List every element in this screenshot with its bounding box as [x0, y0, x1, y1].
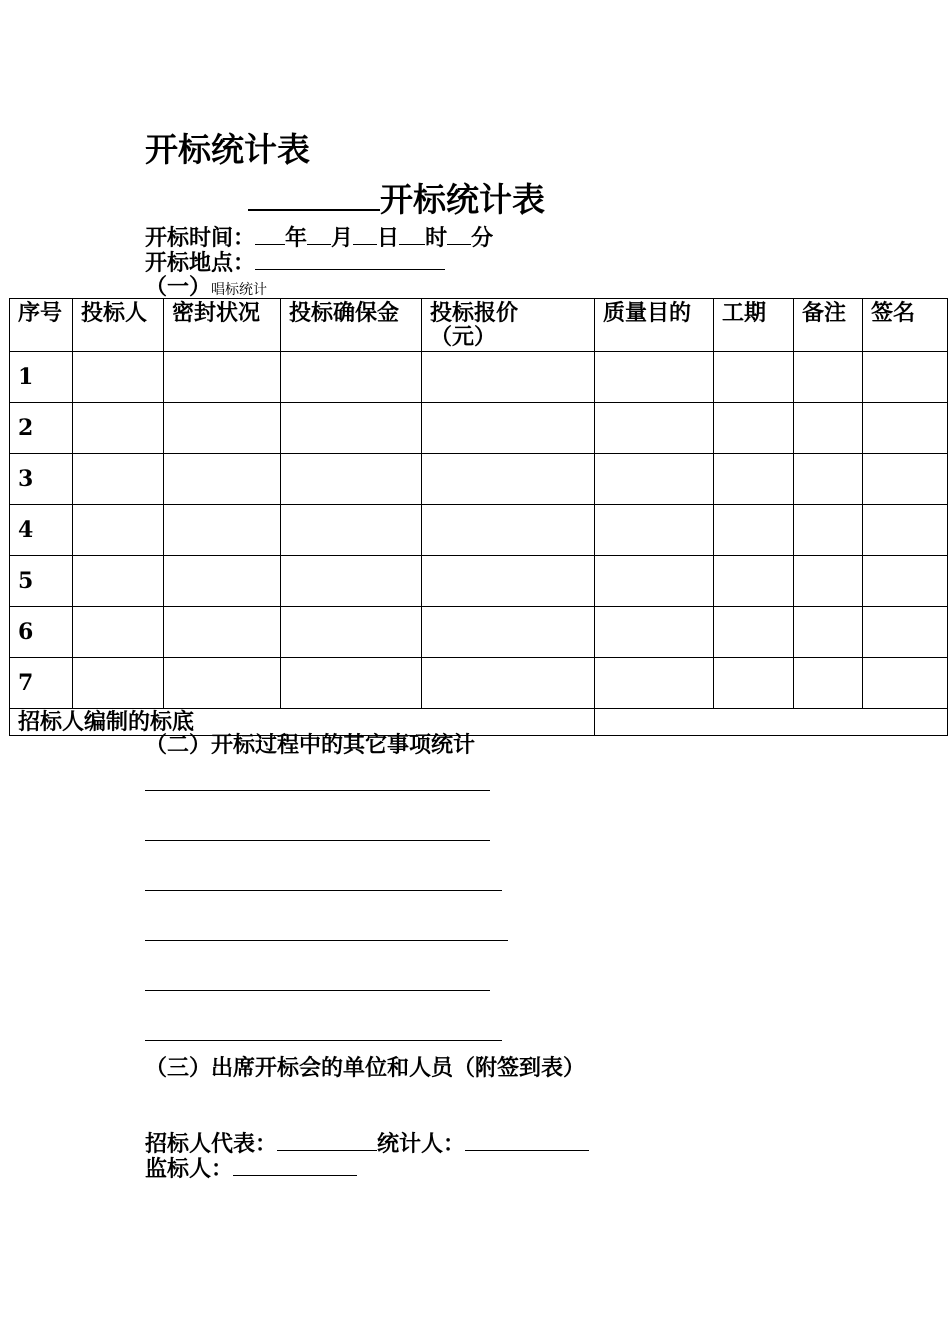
open-time-label: 开标时间： — [145, 225, 256, 251]
table-cell[interactable] — [714, 658, 794, 709]
table-cell[interactable] — [281, 556, 422, 607]
table-cell[interactable] — [714, 607, 794, 658]
form-title — [248, 178, 545, 222]
table-cell[interactable] — [595, 403, 714, 454]
table-cell[interactable] — [863, 607, 948, 658]
table-cell[interactable] — [595, 658, 714, 709]
table-cell[interactable] — [164, 403, 281, 454]
row-number: 7 — [10, 658, 73, 709]
section1-number: （一） — [145, 274, 212, 300]
row-number: 2 — [10, 403, 73, 454]
table-cell[interactable] — [714, 454, 794, 505]
table-cell[interactable] — [281, 403, 422, 454]
table-cell[interactable] — [422, 556, 595, 607]
header-cell: 投标确保金 — [281, 299, 422, 352]
table-cell[interactable] — [863, 658, 948, 709]
table-cell[interactable] — [863, 556, 948, 607]
table-cell[interactable] — [794, 658, 863, 709]
section2-title: （二）开标过程中的其它事项统计 — [145, 732, 476, 758]
table-row — [10, 352, 948, 403]
table-cell[interactable] — [164, 607, 281, 658]
table-cell[interactable] — [863, 505, 948, 556]
row-number: 5 — [10, 556, 73, 607]
table-cell[interactable] — [164, 658, 281, 709]
day-blank[interactable] — [353, 224, 377, 245]
notes-line[interactable] — [145, 790, 490, 791]
title-blank-field[interactable] — [248, 179, 380, 211]
table-cell[interactable] — [73, 556, 164, 607]
table-cell[interactable] — [73, 607, 164, 658]
table-cell[interactable] — [73, 352, 164, 403]
table-cell[interactable] — [794, 403, 863, 454]
hour-blank[interactable] — [399, 224, 425, 245]
notes-line[interactable] — [145, 890, 502, 891]
table-cell[interactable] — [281, 454, 422, 505]
table-cell[interactable] — [422, 352, 595, 403]
table-cell[interactable] — [164, 556, 281, 607]
table-cell[interactable] — [863, 352, 948, 403]
row-number: 6 — [10, 607, 73, 658]
table-cell[interactable] — [73, 505, 164, 556]
table-cell[interactable] — [281, 607, 422, 658]
row-number: 4 — [10, 505, 73, 556]
table-cell[interactable] — [794, 352, 863, 403]
table-cell[interactable] — [714, 352, 794, 403]
table-row — [10, 505, 948, 556]
supervisor-label: 监标人： — [145, 1156, 234, 1182]
hour-label: 时 — [425, 225, 448, 251]
table-cell[interactable] — [281, 505, 422, 556]
table-cell[interactable] — [794, 556, 863, 607]
signature-line-1 — [145, 1130, 589, 1157]
section1-title: 唱标统计 — [211, 282, 268, 298]
table-row — [10, 556, 948, 607]
bid-statistics-table — [9, 298, 948, 736]
base-price-label: 招标人编制的标底 — [18, 709, 195, 735]
table-row — [10, 607, 948, 658]
notes-line[interactable] — [145, 1040, 502, 1041]
table-row — [10, 403, 948, 454]
header-cell: 备注 — [794, 299, 863, 352]
table-row — [10, 658, 948, 709]
year-blank[interactable] — [255, 224, 285, 245]
table-cell[interactable] — [422, 505, 595, 556]
table-cell[interactable] — [164, 352, 281, 403]
header-cell: 序号 — [10, 299, 73, 352]
table-cell[interactable] — [73, 403, 164, 454]
table-cell[interactable] — [281, 658, 422, 709]
row-number: 3 — [10, 454, 73, 505]
day-label: 日 — [377, 225, 400, 251]
table-cell[interactable] — [714, 556, 794, 607]
minute-blank[interactable] — [447, 224, 471, 245]
table-cell[interactable] — [595, 556, 714, 607]
tender-rep-blank[interactable] — [277, 1130, 377, 1151]
header-cell: 质量目的 — [595, 299, 714, 352]
table-cell[interactable] — [794, 454, 863, 505]
base-price-value-cell[interactable] — [595, 709, 948, 736]
row-number: 1 — [10, 352, 73, 403]
month-label: 月 — [331, 225, 354, 251]
year-label: 年 — [285, 225, 308, 251]
month-blank[interactable] — [307, 224, 331, 245]
statistician-label: 统计人： — [377, 1131, 466, 1157]
table-cell[interactable] — [595, 352, 714, 403]
document-title: 开标统计表 — [145, 130, 310, 169]
table-cell[interactable] — [794, 505, 863, 556]
statistician-blank[interactable] — [465, 1130, 589, 1151]
notes-line[interactable] — [145, 840, 490, 841]
table-header-row — [10, 299, 948, 352]
form-title-text: 开标统计表 — [380, 180, 545, 219]
header-cell: 工期 — [714, 299, 794, 352]
table-cell[interactable] — [422, 403, 595, 454]
table-cell[interactable] — [595, 454, 714, 505]
minute-label: 分 — [471, 225, 494, 251]
table-cell[interactable] — [714, 505, 794, 556]
table-cell[interactable] — [422, 607, 595, 658]
table-cell[interactable] — [863, 403, 948, 454]
signature-line-2 — [145, 1155, 357, 1182]
tender-rep-label: 招标人代表： — [145, 1131, 278, 1157]
open-place-blank[interactable] — [255, 249, 445, 270]
table-cell[interactable] — [422, 658, 595, 709]
notes-line[interactable] — [145, 990, 490, 991]
table-cell[interactable] — [73, 454, 164, 505]
table-cell[interactable] — [164, 505, 281, 556]
header-cell: 密封状况 — [164, 299, 281, 352]
open-place-line — [145, 249, 445, 276]
section3-title: （三）出席开标会的单位和人员（附签到表） — [145, 1055, 586, 1081]
header-cell: 投标人 — [73, 299, 164, 352]
table-cell[interactable] — [794, 607, 863, 658]
table-cell[interactable] — [73, 658, 164, 709]
header-cell: 投标报价（元） — [422, 299, 595, 352]
header-cell: 签名 — [863, 299, 948, 352]
supervisor-blank[interactable] — [233, 1155, 357, 1176]
table-cell[interactable] — [164, 454, 281, 505]
table-cell[interactable] — [422, 454, 595, 505]
open-place-label: 开标地点： — [145, 250, 256, 276]
open-time-line — [145, 224, 493, 251]
table-row — [10, 454, 948, 505]
table-cell[interactable] — [863, 454, 948, 505]
table-cell[interactable] — [281, 352, 422, 403]
table-cell[interactable] — [595, 505, 714, 556]
notes-line[interactable] — [145, 940, 508, 941]
table-cell[interactable] — [714, 403, 794, 454]
table-cell[interactable] — [595, 607, 714, 658]
